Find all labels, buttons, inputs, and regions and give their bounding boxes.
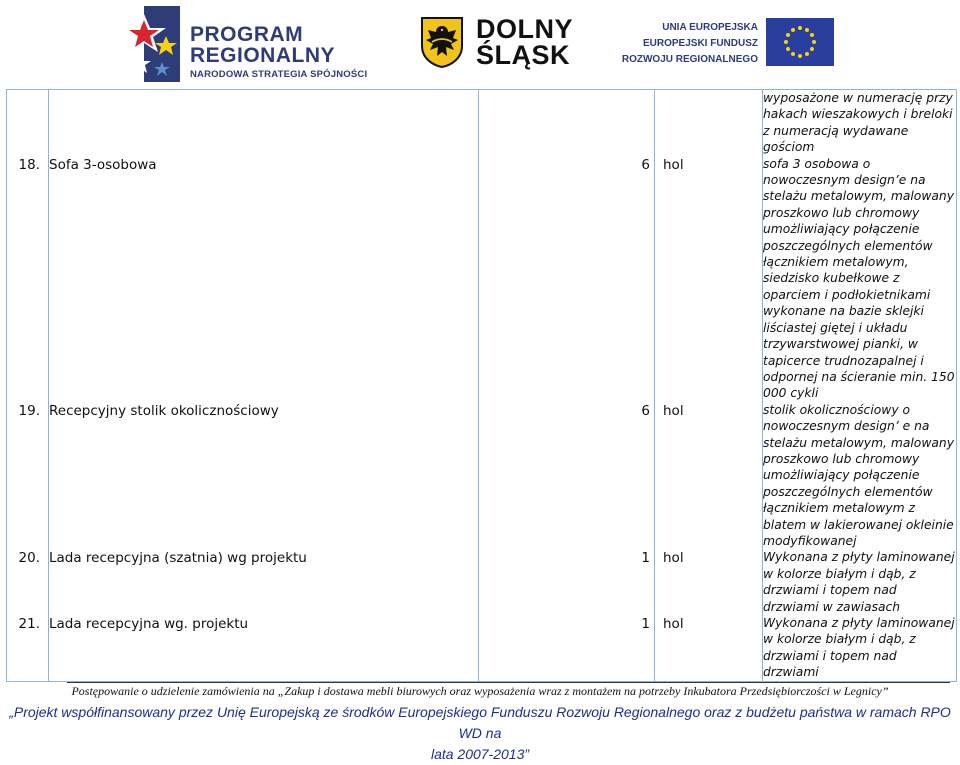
footer-cofinancing-line2: lata 2007-2013” — [430, 746, 530, 762]
table-row — [7, 402, 957, 550]
qty-cell — [479, 549, 655, 615]
program-line2: REGIONALNY — [190, 44, 336, 67]
lp-text: 21. — [18, 616, 40, 632]
table-row — [7, 615, 957, 681]
lp-text: 18. — [18, 156, 40, 173]
ue-line3: ROZWOJU REGIONALNEGO — [621, 54, 758, 65]
location-cell — [655, 402, 763, 550]
eu-flag-icon — [766, 18, 834, 66]
ue-line1: UNIA EUROPEJSKA — [662, 22, 758, 33]
name-text: Lada recepcyjna (szatnia) wg projektu — [49, 550, 307, 567]
description-cell: sofa 3 osobowa o nowoczesnym design’e na stelażu metalowym, malowany proszkowo lub chromowy umożliwiający połączenie poszczególnych elementów łącznikiem metalowym, siedzisko kubełkowe z oparciem i podłokietnikami wykonane na bazie sklejki liściastej giętej i układu trzywarstwowej pianki, w tapicerce trudnozapalnej i odpornej na ścieranie min. 150 000 cykli — [763, 156, 955, 401]
lp-cell — [7, 156, 49, 402]
qty-text: 6 — [641, 402, 650, 419]
qty-text: 1 — [641, 550, 650, 567]
name-text: Recepcyjny stolik okolicznościowy — [49, 402, 279, 419]
footer-procurement-title: Postępowanie o udzielenie zamówienia na „Zakup i dostawa mebli biurowych oraz wyposażenia wraz z montażem na potrzeby Inkubatora Przedsiębiorczości w Legnicy” — [71, 684, 889, 698]
eagle-crest-icon — [420, 16, 464, 68]
program-regionalny-logo — [122, 6, 372, 84]
qty-text: 6 — [641, 156, 650, 173]
table-row — [7, 90, 957, 156]
name-cell — [49, 156, 479, 402]
lp-cell — [7, 90, 49, 156]
description-cell: Wykonana z płyty laminowanej w kolorze białym i dąb, z drzwiami i topem nad drzwiami — [763, 616, 955, 680]
location-text: hol — [663, 156, 684, 173]
location-text: hol — [663, 616, 684, 632]
lp-cell — [7, 615, 49, 681]
qty-cell — [479, 156, 655, 402]
lp-text: 20. — [18, 550, 40, 567]
location-cell — [655, 615, 763, 681]
logo-bar — [0, 0, 960, 88]
qty-text: 1 — [641, 616, 650, 632]
location-cell — [655, 156, 763, 402]
footer-cofinancing-line1: „Projekt współfinansowany przez Unię Europejską ze środków Europejskiego Funduszu Rozwoju Regionalnego oraz z budżetu państwa w ramach RPO WD na — [9, 704, 951, 741]
furniture-table — [6, 89, 957, 682]
program-line1: PROGRAM — [190, 23, 304, 46]
location-cell — [655, 90, 763, 156]
ue-line2: EUROPEJSKI FUNDUSZ — [642, 38, 758, 49]
name-cell — [49, 402, 479, 550]
dolny-slask-text — [476, 16, 573, 68]
name-cell — [49, 615, 479, 681]
slask-line: ŚLĄSK — [476, 40, 571, 70]
table-row — [7, 156, 957, 402]
unia-europejska-logo — [621, 18, 842, 70]
program-star-icon — [122, 6, 182, 82]
qty-cell — [479, 90, 655, 156]
dolny-slask-logo — [420, 14, 580, 74]
location-text: hol — [663, 402, 684, 419]
description-cell: wyposażone w numerację przy hakach wieszakowych i breloki z numeracją wydawane gościom — [763, 90, 957, 156]
location-text: hol — [663, 550, 684, 567]
name-text: Lada recepcyjna wg. projektu — [49, 616, 249, 632]
location-cell — [655, 549, 763, 615]
lp-cell — [7, 402, 49, 550]
description-cell: Wykonana z płyty laminowanej w kolorze białym i dąb, z drzwiami i topem nad drzwiami w zawiasach — [763, 550, 955, 614]
qty-cell — [479, 615, 655, 681]
footer-divider — [67, 682, 950, 683]
dolny-line: DOLNY — [476, 14, 573, 44]
name-cell — [49, 549, 479, 615]
qty-cell — [479, 402, 655, 550]
name-text: Sofa 3-osobowa — [49, 156, 157, 173]
table-row — [7, 549, 957, 615]
lp-cell — [7, 549, 49, 615]
name-cell — [49, 90, 479, 156]
unia-europejska-text — [622, 20, 758, 68]
program-line3: NARODOWA STRATEGIA SPÓJNOŚCI — [190, 69, 368, 80]
lp-text: 19. — [18, 402, 40, 419]
program-regionalny-text — [190, 24, 367, 82]
description-cell: stolik okolicznościowy o nowoczesnym design’ e na stelażu metalowym, malowany proszkowo lub chromowy umożliwiający połączenie poszczególnych elementów łącznikiem metalowym z blatem w lakierowanej okleinie modyfikowanej — [763, 402, 957, 550]
footer-cofinancing-note — [0, 702, 960, 765]
